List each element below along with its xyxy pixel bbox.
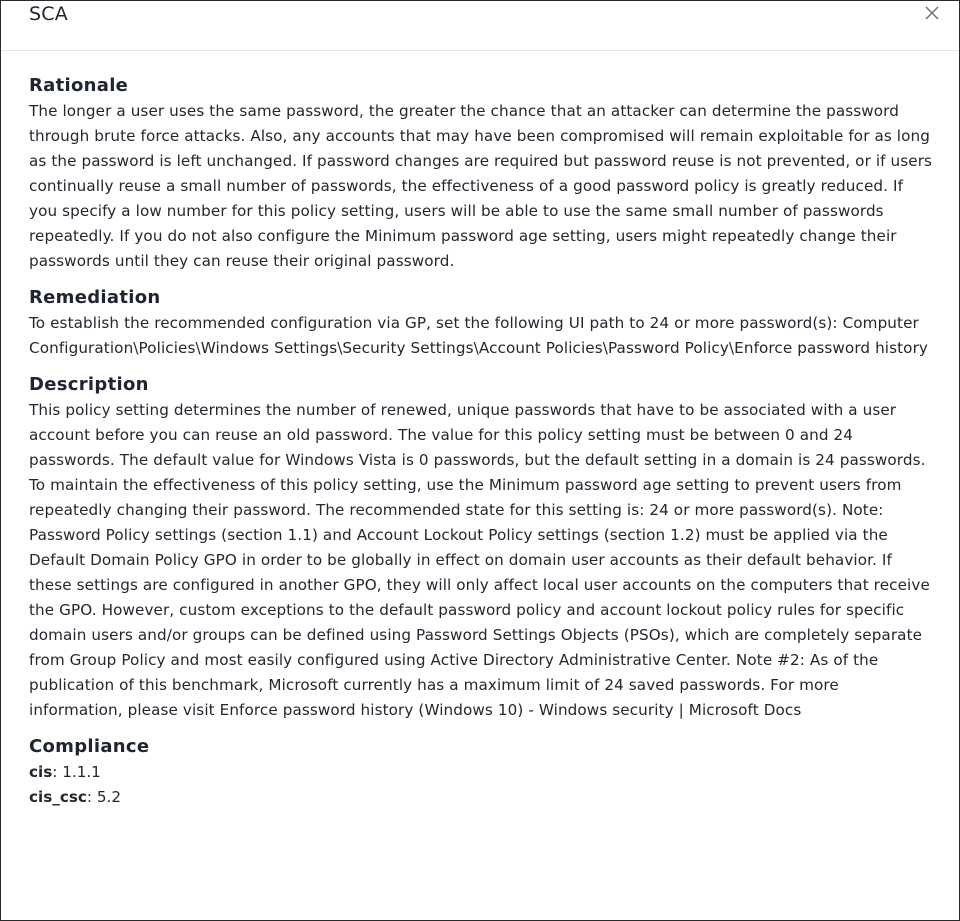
compliance-section [29,734,933,810]
rationale-heading: Rationale [29,75,129,96]
compliance-item [29,760,933,785]
description-text: This policy setting determines the number of renewed, unique passwords that have to be associated with a user account before you can reuse an old password. The value for this policy setting must be between 0 and 24 passwords. The default value for Windows Vista is 0 passwords, but the default setting in a domain is 24 passwords. To maintain the effectiveness of this policy setting, use the Minimum password age setting to prevent users from repeatedly changing their password. The recommended state for this setting is: 24 or more password(s). Note: Password Policy settings (section 1.1) and Account Lockout Policy settings (section 1.2) must be applied via the Default Domain Policy GPO in order to be globally in effect on domain user accounts as their default behavior. If these settings are configured in another GPO, they will only affect local user accounts on the computers that receive the GPO. However, custom exceptions to the default password policy and account lockout policy rules for specific domain users and/or groups can be defined using Password Settings Objects (PSOs), which are completely separate from Group Policy and most easily configured using Active Directory Administrative Center. Note #2: As of the publication of this benchmark, Microsoft currently has a maximum limit of 24 saved passwords. For more information, please visit Enforce password history (Windows 10) - Windows security | Microsoft Docs [29,401,930,719]
compliance-value: 5.2 [96,788,121,806]
close-icon[interactable] [922,3,942,23]
compliance-separator: : [86,788,97,806]
dialog-header [1,1,959,51]
compliance-separator: : [52,763,63,781]
rationale-section [29,73,933,274]
rationale-text: The longer a user uses the same password, the greater the chance that an attacker can determine the password through brute force attacks. Also, any accounts that may have been compromised will remain exploitable for as long as the password is left unchanged. If password changes are required but password reuse is not prevented, or if users continually reuse a small number of passwords, the effectiveness of a good password policy is greatly reduced. If you specify a low number for this policy setting, users will be able to use the same small number of passwords repeatedly. If you do not also configure the Minimum password age setting, users might repeatedly change their passwords until they can reuse their original password. [29,102,933,270]
description-heading: Description [29,374,149,395]
close-button[interactable] [922,3,942,23]
compliance-item [29,785,933,810]
description-section [29,372,933,723]
compliance-key: cis_csc [29,788,87,806]
compliance-value: 1.1.1 [62,763,101,781]
remediation-heading: Remediation [29,287,161,308]
compliance-key: cis [29,763,53,781]
remediation-section [29,285,933,361]
compliance-heading: Compliance [29,736,150,757]
remediation-text: To establish the recommended configuration via GP, set the following UI path to 24 or more password(s): Computer Configuration\Policies\Windows Settings\Security Settings\Account Policies\Password Policy\Enforce password history [29,314,929,357]
dialog-body [29,73,933,821]
dialog-title: SCA [29,3,68,25]
